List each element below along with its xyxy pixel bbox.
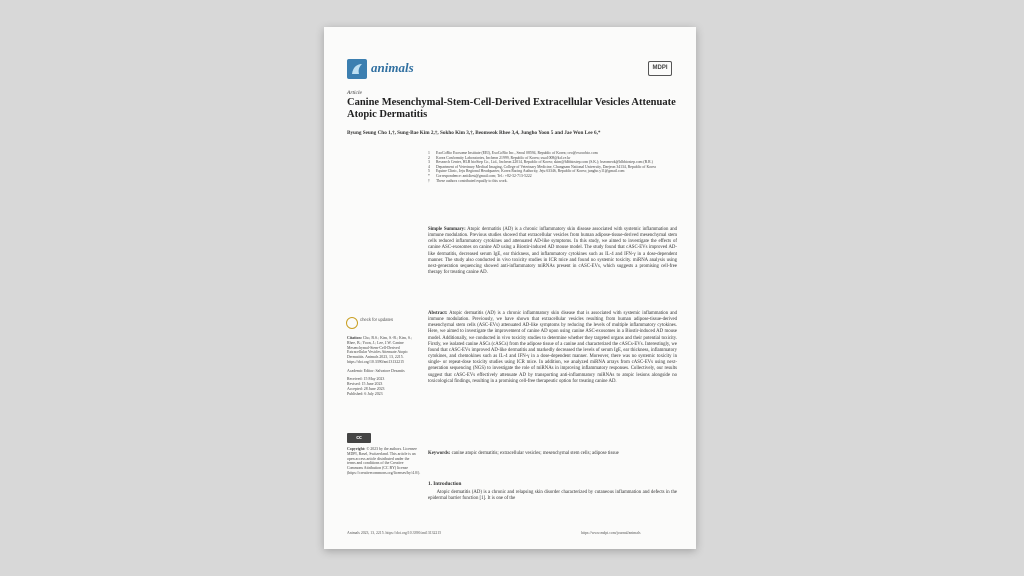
- affiliations: [428, 151, 678, 183]
- accepted-date: Accepted: 28 June 2023: [347, 386, 385, 391]
- footer-citation: Animals 2023, 13, 2215. https://doi.org/10.3390/ani13132215: [347, 531, 442, 535]
- check-for-updates-badge[interactable]: [346, 317, 410, 331]
- check-updates-text: check for updates: [360, 317, 394, 322]
- affiliation-item: 3 Research Center, HLB bioStep Co., Ltd., Incheon 22014, Republic of Korea; skim@hlbbiostep.com (S.K.); bseomeok@hlbbiostep.com (B.R.): [428, 160, 653, 165]
- affiliation-item: 5 Equine Clinic, Jeju Regional Headquarter, Korea Racing Authority, Jeju 63346, Republic of Korea; jungho.y11@gmail.com: [428, 169, 625, 174]
- citation: Citation: Cho, B.S.; Kim, S.-B.; Kim, S.; Rhee, B.; Yoon, J.; Lee, J.W. Canine Mesenchymal-Stem-Cell-Derived Extracellular Vesicles Attenuate Atopic Dermatitis. Animals 2023, 13, 2215. https://doi.org/10.3390/ani13132215: [347, 336, 413, 364]
- published-date: Published: 6 July 2023: [347, 391, 383, 396]
- animals-logo-icon: [347, 59, 367, 79]
- keywords-text: canine atopic dermatitis; extracellular vesicles; mesenchymal stem cells; adipose tissue: [451, 451, 619, 456]
- academic-editor: Academic Editor: Salvatore Desantis: [347, 368, 405, 373]
- section-heading: 1. Introduction: [428, 481, 462, 487]
- received-date: Received: 15 May 2023: [347, 377, 385, 382]
- simple-summary-label: Simple Summary:: [428, 227, 466, 232]
- intro-paragraph: Atopic dermatitis (AD) is a chronic and relapsing skin disorder characterized by cutaneous inflammation and defects in the epidermal barrier function [1]. It is one of the: [428, 490, 677, 502]
- author-list: Byung Seung Cho 1,†, Sung-Bae Kim 2,†, Sokho Kim 3,†, Beomseok Rhee 3,4, Jungho Yoon 5 and Jae Won Lee 6,*: [347, 130, 601, 136]
- cc-license-icon: cc: [347, 433, 371, 443]
- equal-contribution-note: † These authors contributed equally to this work.: [428, 178, 508, 183]
- journal-name: animals: [371, 60, 414, 75]
- correspondence: * Correspondence: anti4test@gmail.com; Tel.: +82-32-713-5222: [428, 173, 532, 178]
- paper-title: Canine Mesenchymal-Stem-Cell-Derived Extracellular Vesicles Attenuate Atopic Dermatitis: [347, 97, 676, 120]
- abstract: [428, 311, 677, 385]
- copyright-notice: Copyright: © 2023 by the authors. Licensee MDPI, Basel, Switzerland. This article is an open access article distributed under the terms and conditions of the Creative Commons Attribution (CC BY) license (https://creativecommons.org/licenses/by/4.0/).: [347, 447, 421, 475]
- check-updates-icon: [346, 317, 358, 329]
- keywords-label: Keywords:: [428, 451, 451, 456]
- footer-journal-url[interactable]: https://www.mdpi.com/journal/animals: [581, 531, 641, 535]
- affiliation-item: 4 Department of Veterinary Medical Imaging, College of Veterinary Medicine, Chungnam National University, Daejeon 34134, Republic of Korea: [428, 164, 656, 169]
- keywords: [428, 451, 677, 457]
- affiliation-item: 2 Korea Conformity Laboratories, Incheon 21999, Republic of Korea; sssa1008@kcl.re.kr: [428, 155, 571, 160]
- affiliation-item: 1 ExoCoBio Exosome Institute (EEI), ExoCoBio Inc., Seoul 08594, Republic of Korea; ceo@exocobio.com: [428, 151, 598, 155]
- mdpi-logo: MDPI: [648, 61, 672, 76]
- article-type-label: Article: [347, 90, 362, 96]
- abstract-text: Atopic dermatitis (AD) is a chronic inflammatory skin disease that is associated with systemic inflammation and immune modulation. Previously, we have shown that extracellular vesicles resulting from human adipose-tissue-derived mesenchymal stem cells (ASC-EVs) attenuated AD-like symptoms by reducing the levels of multiple inflammatory cytokines. Here, we aimed to investigate the improvement of canine AD upon using canine ASC-exosomes in a Biostir-induced AD mouse model. Additionally, we conducted in vivo toxicity studies to determine whether they targeted organs and their potential toxicity. Firstly, we isolated canine ASCs (cASCs) from the adipose tissue of a canine and characterized the cASCs-EVs. Interestingly, we found that cASC-EVs improved AD-like dermatitis and markedly decreased the levels of serum IgE, ear thickness, inflammatory cytokines, and chemokines such as IL-4 and IFN-γ in a dose-dependent manner. Moreover, there was no systemic toxicity in single- or repeat-dose toxicity studies using ICR mice. In addition, we analyzed miRNA arrays from cASC-EVs using next-generation sequencing (NGS) to investigate the role of miRNAs in improving inflammatory responses. Collectively, our results suggest that cASC-EVs effectively attenuate AD by transporting anti-inflammatory miRNAs to atopic lesions alongside no toxicological findings, resulting in a promising cell-free therapeutic option for treating canine AD.: [428, 311, 677, 384]
- abstract-label: Abstract:: [428, 311, 448, 316]
- revised-date: Revised: 15 June 2023: [347, 382, 383, 386]
- paper-page: [324, 27, 696, 549]
- sidebar-metadata: [347, 336, 417, 396]
- simple-summary-text: Atopic dermatitis (AD) is a chronic inflammatory skin disease associated with systemic inflammation and immune modulation. Previous studies showed that extracellular vesicles from human adipose-tissue-derived mesenchymal stem cells reduced inflammatory cytokines and attenuated AD-like symptoms. In this study, we aimed to investigate the effects of canine ASC-exosomes on canine AD using a Biostir-induced AD mouse model. The study found that cASC-EVs improved AD-like dermatitis, decreased serum IgE, ear thickness, and inflammatory cytokines such as IL-4 and IFN-γ in a dose-dependent manner. The study also conducted in vivo toxicity studies in ICR mice and found no systemic toxicity. miRNA analysis using next-generation sequencing showed anti-inflammatory miRNAs present in cASC-EVs, which suggests a promising cell-free therapy for treating canine AD.: [428, 227, 678, 276]
- simple-summary: [428, 227, 677, 276]
